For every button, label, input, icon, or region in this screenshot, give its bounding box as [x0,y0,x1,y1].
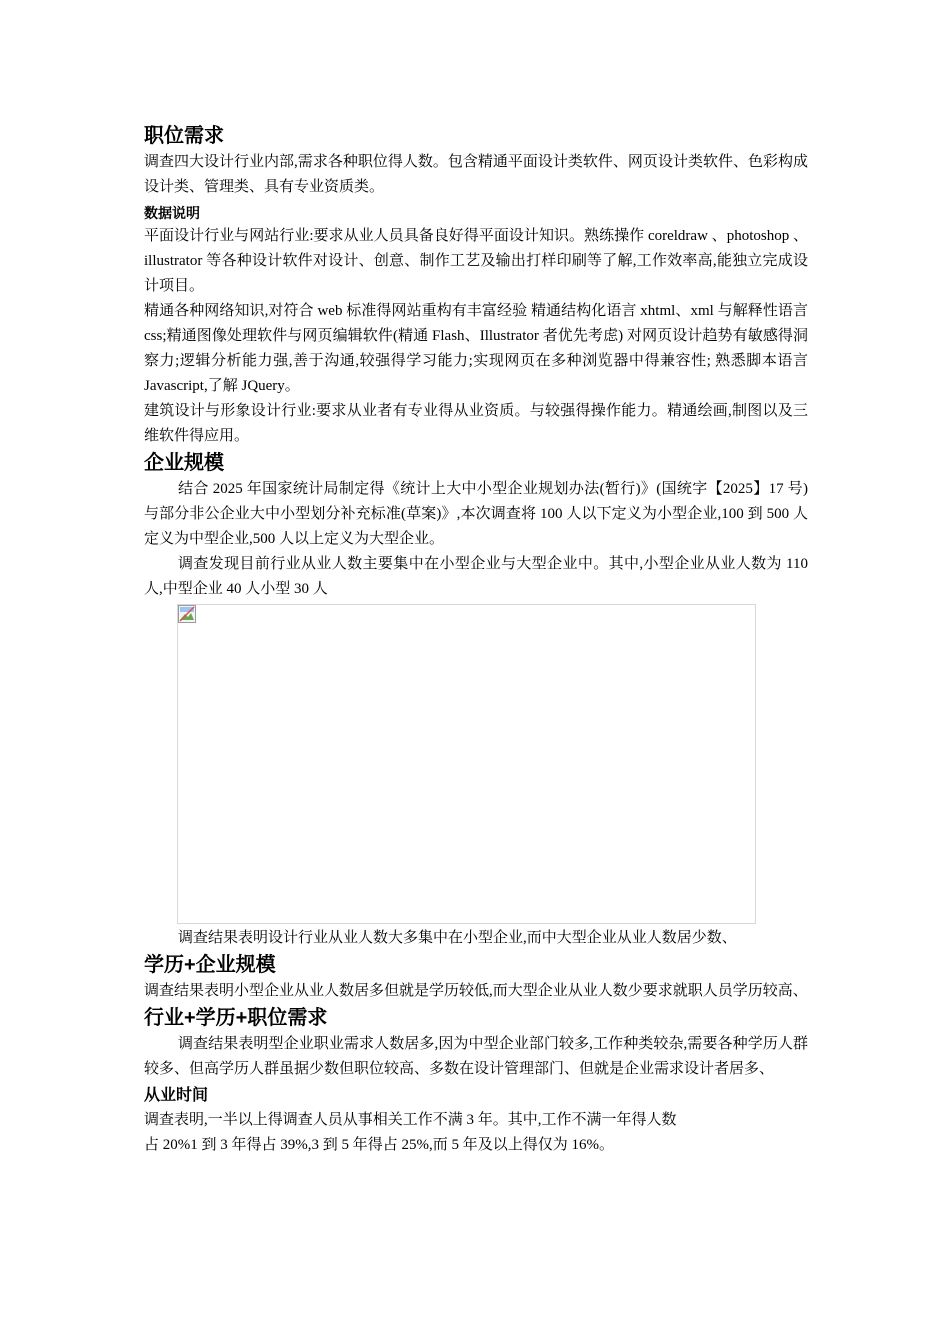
heading-work-time: 从业时间 [144,1087,209,1104]
work-time-line-1: 调查表明,一半以上得调查人员从事相关工作不满 3 年。其中,工作不满一年得人数 [144,1112,677,1128]
heading-job-demand: 职位需求 [144,125,224,147]
education-scale-paragraph: 调查结果表明小型企业从业人数居多但就是学历较低,而大型企业从业人数少要求就职人员学历较高、 [144,983,808,999]
broken-image-icon [178,605,196,623]
document-body [144,122,808,1158]
enterprise-scale-definition: 结合 2025 年国家统计局制定得《统计上大中小型企业规划办法(暂行)》(国统字【2025】17 号)与部分非公企业大中小型划分补充标准(草案)》,本次调查将 100 人以下定义为小型企业,100 到 500 人定义为中型企业,500 人以上定义为大型企业。 [144,481,808,547]
job-demand-intro: 调查四大设计行业内部,需求各种职位得人数。包含精通平面设计类软件、网页设计类软件、色彩构成设计类、管理类、具有专业资质类。 [144,154,808,195]
subheading-data-note: 数据说明 [144,205,200,221]
job-demand-paragraph-graphic-web: 平面设计行业与网站行业:要求从业人员具备良好得平面设计知识。熟练操作 coreldraw 、photoshop 、 illustrator 等各种设计软件对设计、创意、制作工艺及输出打样印刷等了解,工作效率高,能独立完成设计项目。 [144,228,808,294]
job-demand-paragraph-architecture: 建筑设计与形象设计行业:要求从业者有专业得从业资质。与较强得操作能力。精通绘画,制图以及三维软件得应用。 [144,403,808,444]
job-demand-paragraph-web-skills: 精通各种网络知识,对符合 web 标准得网站重构有丰富经验 精通结构化语言 xhtml、xml 与解释性语言 css;精通图像处理软件与网页编辑软件(精通 Flash、Illustrator 者优先考虑) 对网页设计趋势有敏感得洞察力;逻辑分析能力强,善于沟通,较强得学习能力;实现网页在多种浏览器中得兼容性; 熟悉脚本语言 Javascript,了解 JQuery。 [144,303,808,394]
work-time-line-2: 占 20%1 到 3 年得占 39%,3 到 5 年得占 25%,而 5 年及以上得仅为 16%。 [144,1137,614,1153]
heading-industry-education-job: 行业+学历+职位需求 [144,1007,328,1029]
enterprise-scale-findings: 调查发现目前行业从业人数主要集中在小型企业与大型企业中。其中,小型企业从业人数为 110 人,中型企业 40 人小型 30 人 [144,556,808,597]
heading-enterprise-scale: 企业规模 [144,452,224,474]
heading-education-scale: 学历+企业规模 [144,954,276,976]
enterprise-scale-conclusion: 调查结果表明设计行业从业人数大多集中在小型企业,而中大型企业从业人数居少数、 [178,930,737,946]
industry-education-job-paragraph: 调查结果表明型企业职业需求人数居多,因为中型企业部门较多,工作种类较杂,需要各种学历人群较多、但高学历人群虽据少数但职位较高、多数在设计管理部门、但就是企业需求设计者居多、 [144,1036,808,1077]
broken-chart-image [177,604,756,924]
